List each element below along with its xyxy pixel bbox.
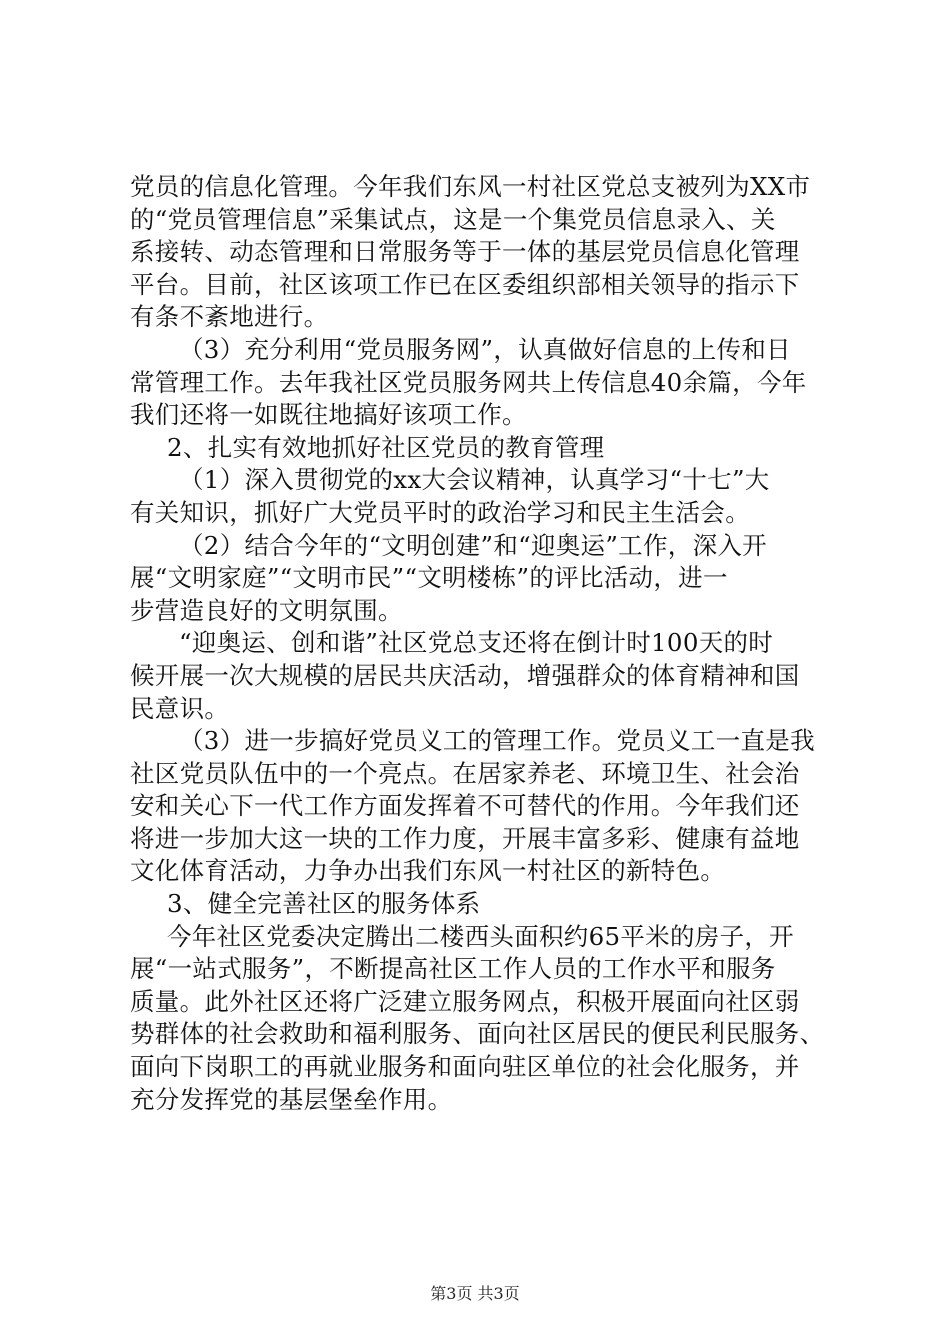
text-line: 将进一步加大这一块的工作力度，开展丰富多彩、健康有益地 bbox=[130, 823, 800, 853]
text-line: 常管理工作。去年我社区党员服务网共上传信息40余篇，今年 bbox=[130, 367, 807, 397]
text-line: 我们还将一如既往地搞好该项工作。 bbox=[130, 400, 527, 430]
page-number: 第3页 共3页 bbox=[430, 1284, 520, 1303]
section-heading: 2、扎实有效地抓好社区党员的教育管理 bbox=[167, 432, 605, 462]
document-body bbox=[130, 171, 830, 1116]
text-line: 候开展一次大规模的居民共庆活动，增强群众的体育精神和国 bbox=[130, 660, 800, 690]
text-line: （1）深入贯彻党的xx大会议精神，认真学习“十七”大 bbox=[179, 465, 770, 495]
section-heading: 3、健全完善社区的服务体系 bbox=[167, 889, 481, 919]
text-line: 面向下岗职工的再就业服务和面向驻区单位的社会化服务，并 bbox=[130, 1052, 800, 1082]
text-line: 民意识。 bbox=[130, 693, 230, 723]
text-line: （2）结合今年的“文明创建”和“迎奥运”工作，深入开 bbox=[179, 530, 767, 560]
text-line: （3）进一步搞好党员义工的管理工作。党员义工一直是我 bbox=[179, 726, 815, 756]
text-line: （3）充分利用“党员服务网”，认真做好信息的上传和日 bbox=[179, 334, 791, 364]
text-line: 系接转、动态管理和日常服务等于一体的基层党员信息化管理 bbox=[130, 237, 800, 267]
text-line: 文化体育活动，力争办出我们东风一村社区的新特色。 bbox=[130, 856, 726, 886]
text-line: 势群体的社会救助和福利服务、面向社区居民的便民利民服务、 bbox=[130, 1019, 825, 1049]
text-line: 展“文明家庭”“文明市民”“文明楼栋”的评比活动，进一 bbox=[130, 563, 728, 593]
text-line: 社区党员队伍中的一个亮点。在居家养老、环境卫生、社会治 bbox=[130, 758, 800, 788]
text-line: 步营造良好的文明氛围。 bbox=[130, 595, 403, 625]
page-footer bbox=[0, 1284, 950, 1304]
text-line: 有条不紊地进行。 bbox=[130, 302, 329, 332]
text-line: “迎奥运、创和谐”社区党总支还将在倒计时100天的时 bbox=[179, 628, 774, 658]
text-line: 的“党员管理信息”采集试点，这是一个集党员信息录入、关 bbox=[130, 204, 776, 234]
text-line: 平台。目前，社区该项工作已在区委组织部相关领导的指示下 bbox=[130, 269, 800, 299]
text-line: 质量。此外社区还将广泛建立服务网点，积极开展面向社区弱 bbox=[130, 986, 800, 1016]
text-line: 今年社区党委决定腾出二楼西头面积约65平米的房子，开 bbox=[167, 921, 794, 951]
text-line: 有关知识，抓好广大党员平时的政治学习和民主生活会。 bbox=[130, 497, 750, 527]
text-line: 充分发挥党的基层堡垒作用。 bbox=[130, 1084, 453, 1114]
text-line: 党员的信息化管理。今年我们东风一村社区党总支被列为XX市 bbox=[130, 172, 811, 201]
text-line: 安和关心下一代工作方面发挥着不可替代的作用。今年我们还 bbox=[130, 791, 800, 821]
text-line: 展“一站式服务”，不断提高社区工作人员的工作水平和服务 bbox=[130, 954, 776, 984]
